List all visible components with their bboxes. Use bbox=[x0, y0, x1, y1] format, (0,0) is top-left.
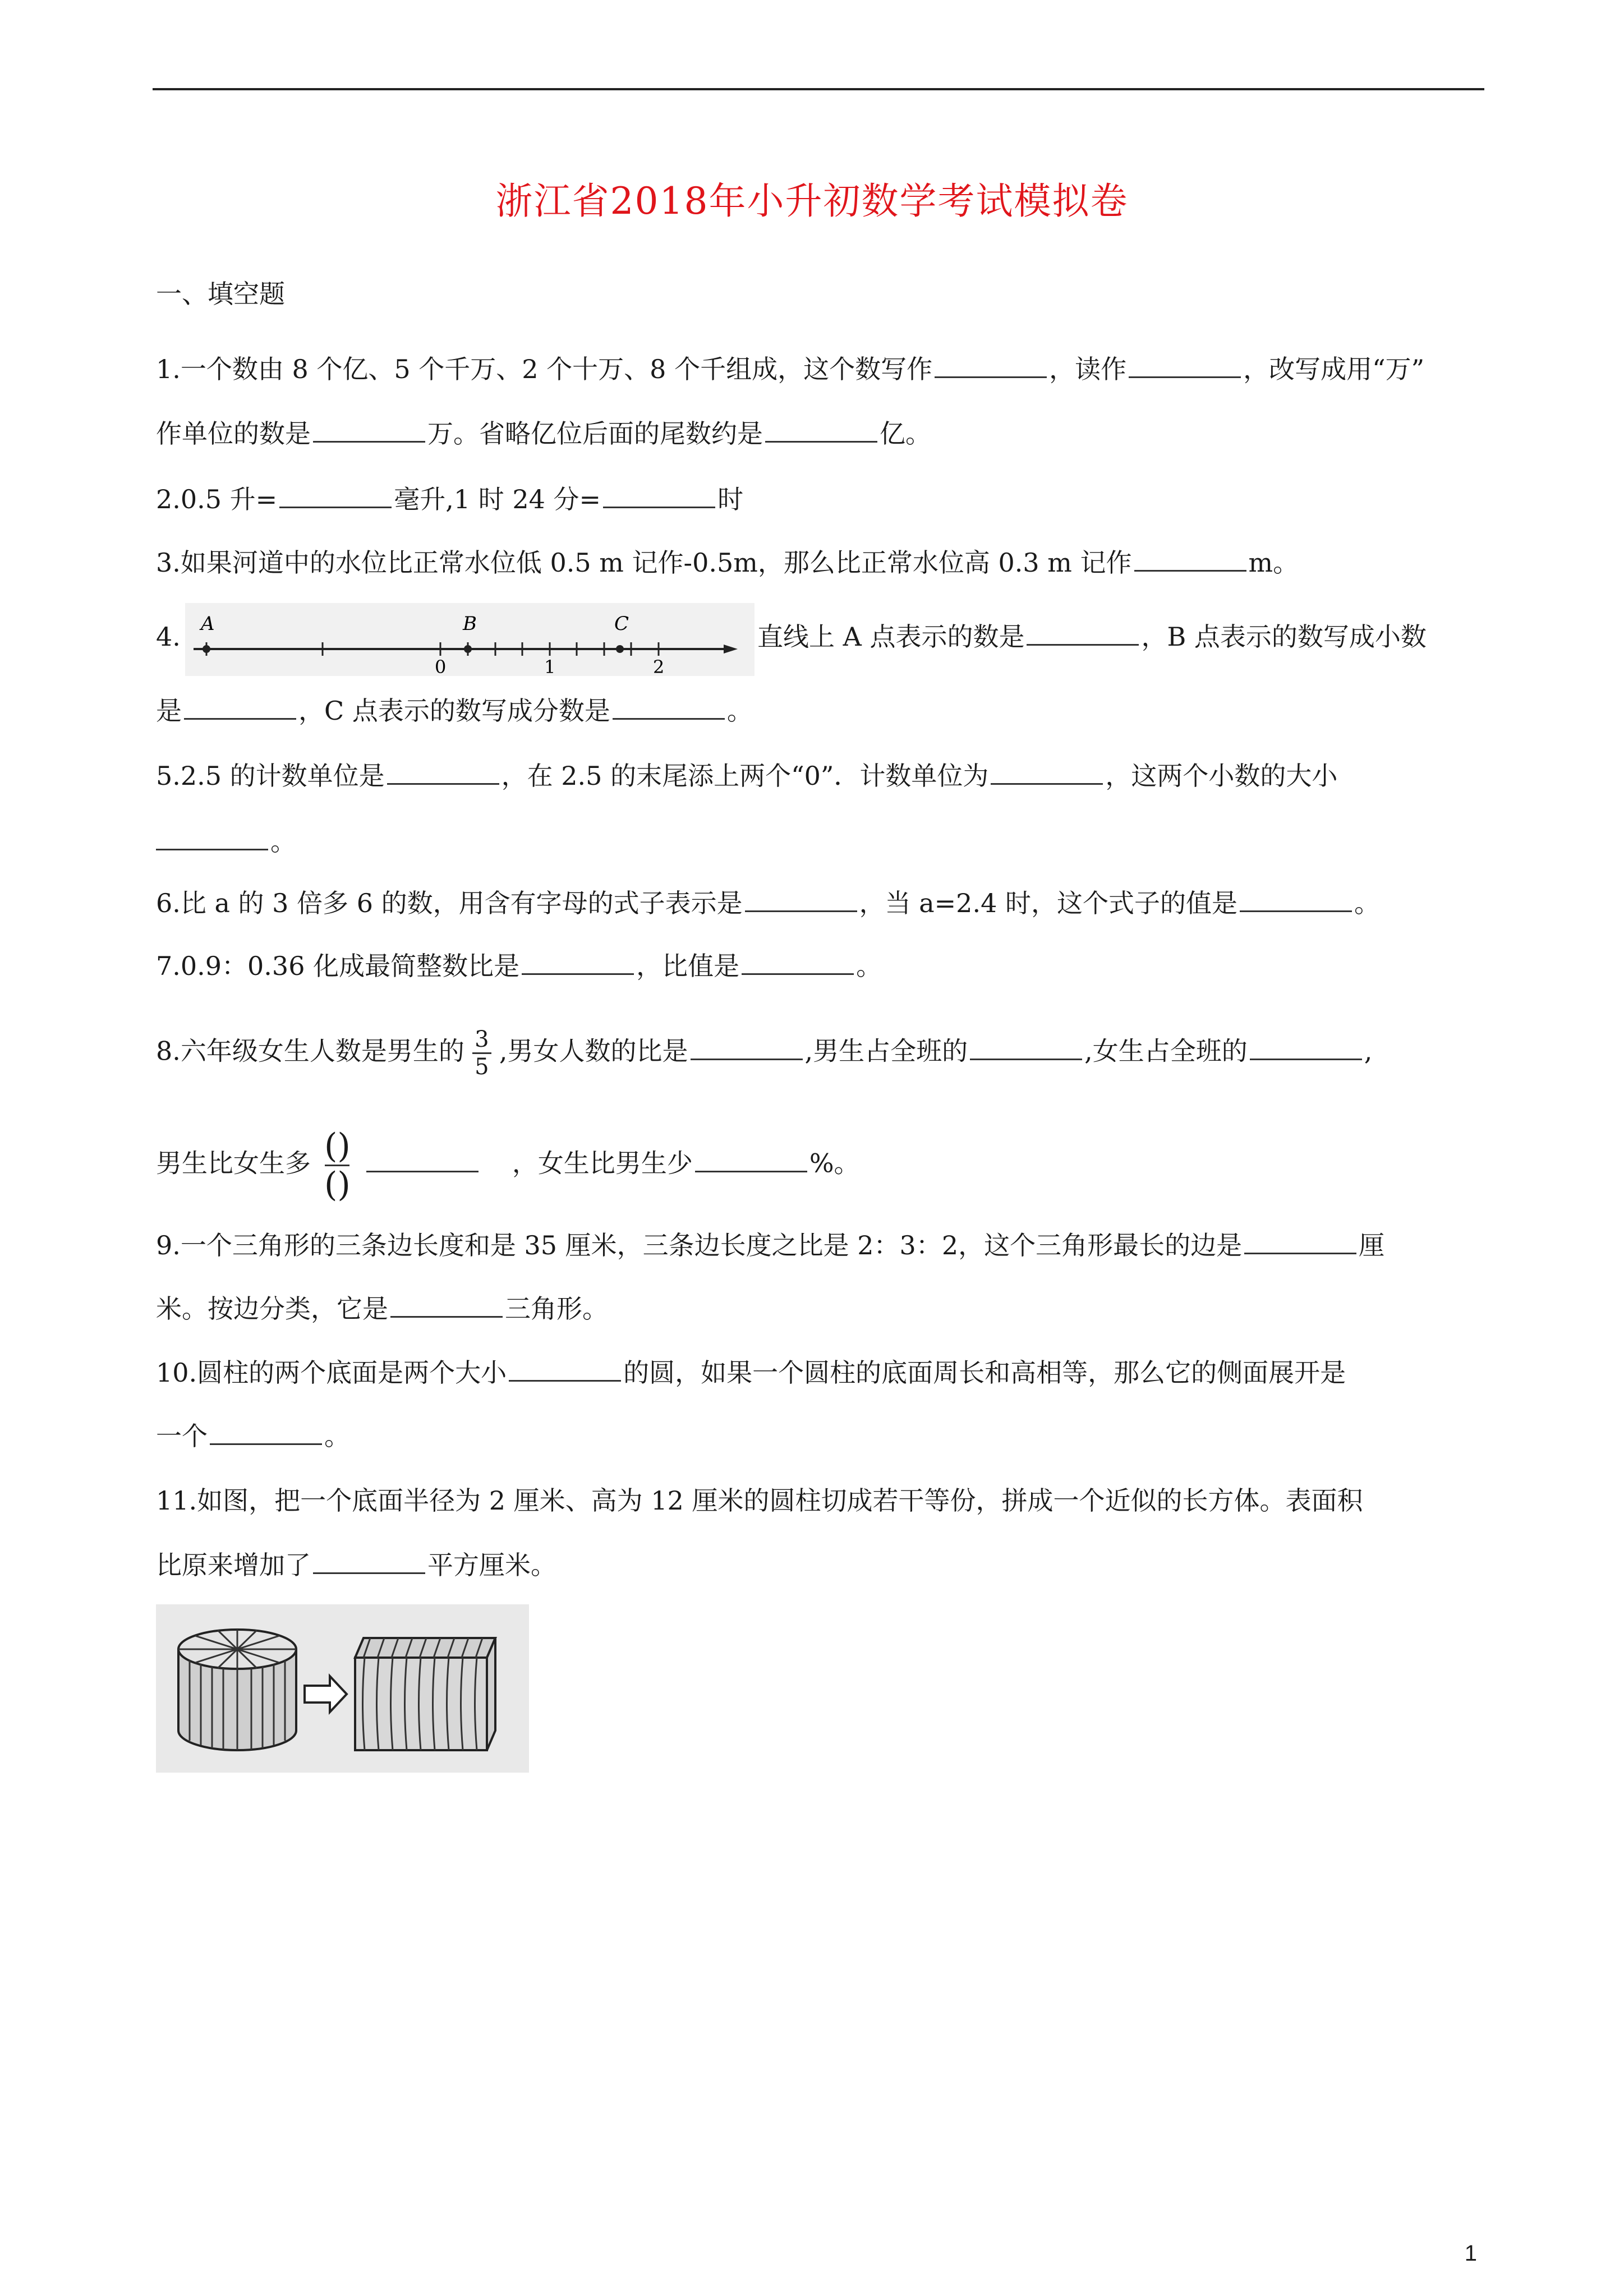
q7-blank-2[interactable] bbox=[742, 950, 854, 975]
question-10-line-2 bbox=[156, 1419, 350, 1453]
q3-text-b: m。 bbox=[1248, 547, 1299, 578]
q4-blank-2[interactable] bbox=[184, 694, 296, 720]
q5-text-b: ，在 2.5 的末尾添上两个“0”．计数单位为 bbox=[501, 761, 989, 791]
fraction-denominator: 5 bbox=[475, 1054, 489, 1080]
q7-blank-1[interactable] bbox=[522, 950, 634, 975]
question-11-line-1: 11.如图，把一个底面半径为 2 厘米、高为 12 厘米的圆柱切成若干等份，拼成一个近似的长方体。表面积 bbox=[156, 1485, 1363, 1516]
cylinder-to-cuboid-figure bbox=[156, 1604, 529, 1773]
q5-text-d: 。 bbox=[270, 826, 296, 857]
question-5-line-1 bbox=[156, 759, 1337, 793]
q10-blank-1[interactable] bbox=[509, 1356, 621, 1382]
q4-text-d: ，C 点表示的数写成分数是 bbox=[298, 696, 610, 726]
page-title: 浙江省2018年小升初数学考试模拟卷 bbox=[495, 180, 1129, 223]
question-8-line-1 bbox=[156, 1027, 1372, 1080]
q8-blank-4[interactable] bbox=[366, 1147, 479, 1172]
cylinder-figure-svg bbox=[156, 1604, 529, 1773]
q10-text-a: 10.圆柱的两个底面是两个大小 bbox=[156, 1358, 507, 1388]
fraction-placeholder bbox=[324, 1128, 351, 1203]
q10-text-c: 一个 bbox=[156, 1421, 208, 1451]
q9-text-c: 米。按边分类，它是 bbox=[156, 1294, 388, 1324]
q8-text-f: 男生比女生多 bbox=[156, 1148, 311, 1179]
q9-blank-1[interactable] bbox=[1244, 1229, 1356, 1254]
question-9-line-1 bbox=[156, 1228, 1384, 1262]
section-heading: 一、填空题 bbox=[156, 279, 285, 309]
point-c-marker bbox=[616, 645, 624, 653]
q1-blank-4[interactable] bbox=[765, 417, 877, 443]
q8-text-c: ,男生占全班的 bbox=[804, 1036, 968, 1066]
q5-blank-1[interactable] bbox=[387, 760, 499, 785]
q2-blank-2[interactable] bbox=[603, 483, 715, 508]
fraction-numerator: 3 bbox=[475, 1027, 489, 1052]
q4-text-e: 。 bbox=[726, 696, 753, 726]
tick-label-0: 0 bbox=[435, 656, 447, 676]
tick-label-1: 1 bbox=[544, 656, 556, 676]
q2-text-b: 毫升,1 时 24 分= bbox=[394, 484, 601, 514]
q6-blank-2[interactable] bbox=[1240, 887, 1352, 912]
question-1-line-2 bbox=[156, 417, 931, 450]
q6-text-b: ，当 a=2.4 时，这个式子的值是 bbox=[859, 888, 1237, 918]
page-number: 1 bbox=[1464, 2241, 1477, 2266]
q8-blank-5[interactable] bbox=[695, 1147, 807, 1172]
number-line-figure bbox=[185, 603, 755, 676]
placeholder-denominator: () bbox=[324, 1165, 351, 1204]
question-6 bbox=[156, 886, 1380, 920]
q1-text-e: 万。省略亿位后面的尾数约是 bbox=[427, 418, 763, 449]
q3-blank-1[interactable] bbox=[1134, 546, 1246, 572]
q1-text-d: 作单位的数是 bbox=[156, 418, 311, 449]
question-10-line-1 bbox=[156, 1356, 1346, 1389]
question-7 bbox=[156, 949, 882, 983]
q11-blank-1[interactable] bbox=[313, 1549, 425, 1574]
q4-blank-3[interactable] bbox=[613, 694, 725, 720]
q6-blank-1[interactable] bbox=[745, 887, 857, 912]
q1-blank-2[interactable] bbox=[1129, 353, 1241, 378]
q6-text-c: 。 bbox=[1354, 888, 1380, 918]
fraction-three-fifths bbox=[472, 1027, 491, 1080]
q10-text-b: 的圆，如果一个圆柱的底面周长和高相等，那么它的侧面展开是 bbox=[623, 1358, 1346, 1388]
q7-text-a: 7.0.9：0.36 化成最简整数比是 bbox=[156, 951, 520, 981]
q1-text-c: ，改写成用“万” bbox=[1243, 354, 1425, 384]
q10-blank-2[interactable] bbox=[210, 1420, 322, 1445]
q7-text-b: ，比值是 bbox=[636, 951, 740, 981]
q2-text-c: 时 bbox=[717, 484, 744, 514]
q9-text-d: 三角形。 bbox=[505, 1294, 608, 1324]
right-arrow-icon bbox=[305, 1676, 347, 1712]
placeholder-numerator: () bbox=[324, 1126, 351, 1166]
question-11-line-2 bbox=[156, 1548, 556, 1582]
label-b: B bbox=[463, 613, 477, 635]
q5-text-a: 5.2.5 的计数单位是 bbox=[156, 761, 385, 791]
q2-blank-1[interactable] bbox=[279, 483, 392, 508]
q9-text-a: 9.一个三角形的三条边长度和是 35 厘米，三条边长度之比是 2：3：2，这个三角形最长的边是 bbox=[156, 1230, 1243, 1260]
q1-text-b: ，读作 bbox=[1049, 354, 1127, 384]
question-9-line-2 bbox=[156, 1292, 608, 1326]
question-4-number: 4. bbox=[156, 622, 181, 652]
q8-text-e: , bbox=[1364, 1036, 1373, 1066]
q9-blank-2[interactable] bbox=[390, 1292, 503, 1318]
q11-text-c: 平方厘米。 bbox=[427, 1550, 556, 1580]
q4-text-b: ，B 点表示的数写成小数 bbox=[1141, 622, 1427, 652]
q9-text-b: 厘 bbox=[1359, 1230, 1385, 1260]
point-a-marker bbox=[203, 645, 210, 653]
q8-text-d: ,女生占全班的 bbox=[1084, 1036, 1248, 1066]
q8-blank-2[interactable] bbox=[970, 1035, 1082, 1060]
q1-text-f: 亿。 bbox=[880, 418, 931, 449]
q1-blank-3[interactable] bbox=[313, 417, 425, 443]
q1-blank-1[interactable] bbox=[935, 353, 1047, 378]
question-4-line-2 bbox=[156, 694, 753, 728]
q8-text-b: ,男女人数的比是 bbox=[499, 1036, 688, 1066]
q8-text-g: ，女生比男生少 bbox=[512, 1148, 693, 1179]
q3-text-a: 3.如果河道中的水位比正常水位低 0.5 m 记作-0.5m，那么比正常水位高 0.3 m 记作 bbox=[156, 547, 1132, 578]
q2-text-a: 2.0.5 升= bbox=[156, 484, 278, 514]
q6-text-a: 6.比 a 的 3 倍多 6 的数，用含有字母的式子表示是 bbox=[156, 888, 743, 918]
q4-blank-1[interactable] bbox=[1027, 620, 1139, 646]
question-3 bbox=[156, 546, 1299, 579]
question-2 bbox=[156, 482, 743, 516]
q5-blank-3[interactable] bbox=[156, 825, 268, 850]
label-a: A bbox=[201, 613, 215, 635]
label-c: C bbox=[614, 613, 629, 635]
tick-label-2: 2 bbox=[653, 656, 665, 676]
question-1-line-1 bbox=[156, 352, 1424, 386]
number-line-svg bbox=[185, 603, 755, 676]
question-4-line-1 bbox=[757, 620, 1427, 654]
q11-text-b: 比原来增加了 bbox=[156, 1550, 311, 1580]
q5-blank-2[interactable] bbox=[991, 760, 1103, 785]
question-8-line-2 bbox=[156, 1128, 860, 1203]
q1-text-a: 1.一个数由 8 个亿、5 个千万、2 个十万、8 个千组成，这个数写作 bbox=[156, 354, 933, 384]
q4-text-c: 是 bbox=[156, 696, 182, 726]
point-b-marker bbox=[464, 645, 472, 653]
q8-text-a: 8.六年级女生人数是男生的 bbox=[156, 1036, 464, 1066]
q4-text-a: 直线上 A 点表示的数是 bbox=[757, 622, 1025, 652]
q5-text-c: ，这两个小数的大小 bbox=[1105, 761, 1338, 791]
q8-blank-1[interactable] bbox=[691, 1035, 803, 1060]
q7-text-c: 。 bbox=[856, 951, 882, 981]
q10-text-d: 。 bbox=[324, 1421, 350, 1451]
header-rule bbox=[153, 88, 1484, 90]
question-5-line-2 bbox=[156, 825, 296, 858]
q8-text-h: %。 bbox=[809, 1148, 860, 1179]
q8-blank-3[interactable] bbox=[1250, 1035, 1362, 1060]
